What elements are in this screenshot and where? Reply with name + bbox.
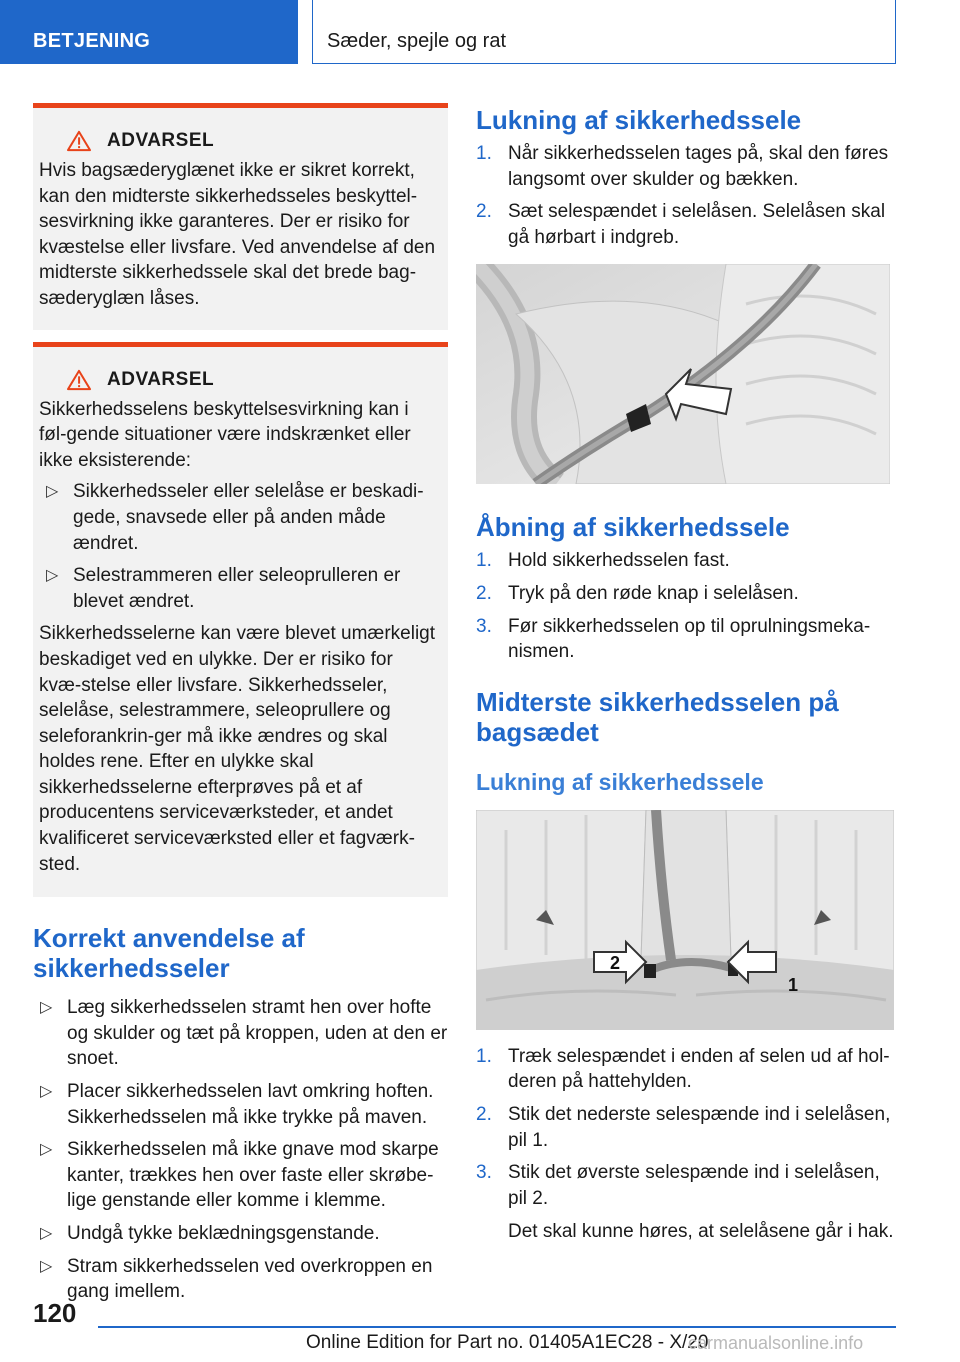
step-item: 1. Træk selespændet i enden af selen ud af hol-deren på hattehylden. — [476, 1045, 890, 1093]
section-heading-closing: Lukning af sikkerhedssele — [476, 105, 802, 135]
section-heading-opening: Åbning af sikkerhedssele — [476, 512, 790, 543]
triangle-bullet-icon: ▷ — [46, 483, 59, 501]
seatbelt-buckle-illustration — [476, 264, 890, 484]
subheading-closing: Lukning af sikkerhedssele — [476, 768, 764, 795]
watermark: carmanualsonline.info — [688, 1333, 864, 1353]
list-item: ▷ Undgå tykke beklædningsgenstande. — [33, 1221, 448, 1247]
warning-triangle-icon — [65, 369, 93, 391]
list-item: ▷ Sikkerhedsselen må ikke gnave mod skarpe kanter, trækkes hen over faste eller skrøbe-lige genstande eller komme i klemme. — [40, 1139, 439, 1212]
section-heading-correct-use: Korrekt anvendelse af sikkerhedsseler — [33, 923, 305, 984]
arrow-label-1: 1 — [788, 974, 799, 995]
step-item: 3. Før sikkerhedsselen op til oprulningsmeka-nismen. — [476, 615, 871, 663]
step-item: 1. Når sikkerhedsselen tages på, skal den føres langsomt over skulder og bækken. — [476, 143, 889, 190]
triangle-bullet-icon: ▷ — [40, 1083, 53, 1101]
warning-triangle-icon — [65, 130, 93, 152]
left-column — [33, 103, 448, 1312]
step-item: 1. Hold sikkerhedsselen fast. — [476, 550, 730, 572]
list-item: ▷ Selestrammeren eller seleoprulleren er blevet ændret. — [46, 565, 401, 612]
step-item: 2. Sæt selespændet i selelåsen. Selelåsen skal gå hørbart i indgreb. — [476, 201, 886, 248]
page-number: 120 — [33, 1298, 77, 1328]
section-tab: BETJENING — [0, 0, 298, 64]
warning-title: ADVARSEL — [39, 369, 438, 391]
warning-title: ADVARSEL — [39, 130, 438, 152]
step-item: 3. Stik det øverste selespænde ind i selelåsen, pil 2. Det skal kunne høres, at selelåsene går i hak. — [476, 1162, 894, 1243]
list-item: ▷ Placer sikkerhedsselen lavt omkring hoften. Sikkerhedsselen må ikke trykke på maven. — [40, 1081, 434, 1128]
triangle-bullet-icon: ▷ — [40, 1141, 53, 1159]
warning-box-2 — [33, 342, 448, 898]
list-item: ▷ Læg sikkerhedsselen stramt hen over hofte og skulder og tæt på kroppen, uden at den er snoet. — [40, 997, 448, 1070]
step-item: 2. Tryk på den røde knap i selelåsen. — [476, 582, 799, 604]
step-item: 2. Stik det nederste selespænde ind i selelåsen, pil 1. — [476, 1103, 891, 1151]
middle-closing-steps — [476, 1044, 896, 1245]
triangle-bullet-icon: ▷ — [40, 1225, 53, 1242]
correct-use-list — [33, 995, 448, 1305]
footer-divider — [98, 1326, 896, 1328]
warning-outro: Sikkerhedsselerne kan være blevet umærkeligt beskadiget ved en ulykke. Der er risiko for kvæ-stelse eller livsfare. Sikkerhedsseler, selelåse, selestrammere, seleoprullere og seleforankrin-ger må ikke ændres og skal holdes rene. Efter en ulykke skal sikkerhedsselerne efterprøves på et af producentens serviceværksteder, et andet kvalificeret serviceværksted eller et fagværk-sted. — [39, 623, 436, 875]
warning-text: Hvis bagsæderyglænet ikke er sikret korrekt, kan den midterste sikkerhedsseles beskyttel-sesvirkning ikke garanteres. Der er risiko for kvæstelse eller livsfare. Ved anvendelse af den midterste sikkerhedssele skal det brede bag-sæderyglæn låses. — [39, 160, 436, 309]
right-column — [476, 103, 896, 1252]
triangle-bullet-icon: ▷ — [46, 567, 59, 585]
footer-edition: Online Edition for Part no. 01405A1EC28 - X/20 — [306, 1332, 709, 1353]
section-heading-middle-belt: Midterste sikkerhedsselen på bagsædet — [476, 686, 839, 747]
list-item: ▷ Sikkerhedsseler eller selelåse er beskadi-gede, snavsede eller på anden måde ændret. — [46, 481, 424, 554]
closing-steps — [476, 141, 896, 250]
warning-list — [39, 479, 438, 614]
warning-box-1 — [33, 103, 448, 330]
triangle-bullet-icon: ▷ — [40, 999, 53, 1017]
warning-intro: Sikkerhedsselens beskyttelsesvirkning kan i føl-gende situationer være indskrænket eller ikke eksisterende: — [39, 398, 411, 471]
arrow-label-2: 2 — [610, 952, 621, 973]
triangle-bullet-icon: ▷ — [40, 1257, 53, 1275]
rear-seat-belt-illustration — [476, 810, 894, 1030]
chapter-title: Sæder, spejle og rat — [312, 0, 896, 64]
list-item: ▷ Stram sikkerhedsselen ved overkroppen en gang imellem. — [40, 1255, 433, 1303]
opening-steps — [476, 548, 896, 664]
